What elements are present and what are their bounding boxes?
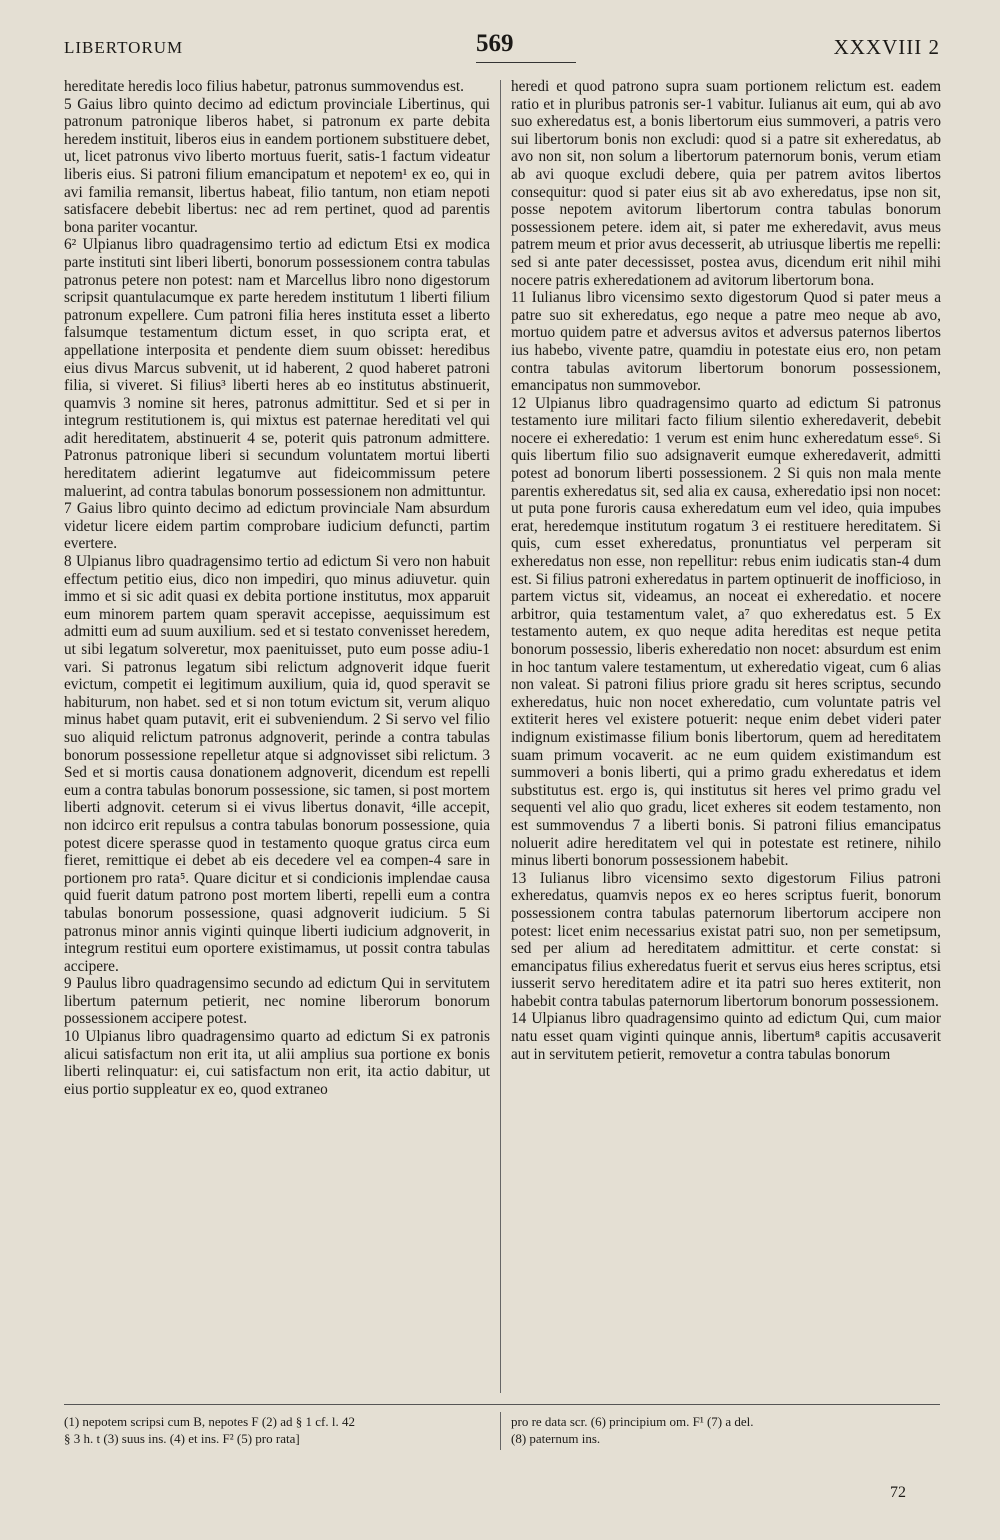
paragraph: heredi et quod patrono supra suam portionem relictum est. eadem ratio et in pluribus patronis ser-1 vabitur. Iulianus ait eum, qui ab avo suo exheredatus est, a bonis libertorum eius summoveri, a patris vero sui libertorum bonis non excludi: quod si a patre sit exheredatus, ab avo non sit, non solum a libertorum paternorum bonis, verum etiam ab avi quoque excludi debere, quia per patrem avitos libertos consequitur: quod si pater eius sit ab avo exheredatus, ipse non sit, posse nepotem avitorum libertorum contra tabulas bonorum possessionem petere. idem ait, si pater me exheredavit, avus meus patrem meum et prior avus decesserit, ab utriusque libertis me repelli: sed si ante pater decessisset, postea avus, dicendum erit nihil mihi nocere patris exheredationem ad avitorum libertorum bona. xyxy=(511,78,941,289)
paragraph: hereditate heredis loco filius habetur, patronus summovendus est. xyxy=(64,78,464,95)
paragraph: 8 Ulpianus libro quadragensimo tertio ad edictum Si vero non habuit effectum petitio eius, dico non impediri, quo minus adiuvetur. quin immo et si sic adit quasi ex debita portione institutus, mox apparuit eum minorem partem quam speravit accepisse, aequissimum est admitti eum ad suum auxilium. sed et si testato convenisset heredem, ut sibi legatum solveretur, mox paenituisset, puto eum posse adiu-1 vari. Si patronus legatum sibi relictum adgnoverit idque fuerit evictum, competit ei legitimum auxilium, quia id, quod speravit se habiturum, non habet. sed et si non totum evictum sit, verum aliquo minus habet quam putavit, erit ei subveniendum. 2 Si servo vel filio suo aliquid relictum patronus adgnoverit, perinde a contra tabulas bonorum possessione repelletur atque si adgnovisset sibi relictum. 3 Sed et si mortis causa donationem adgnoverit, dicendum est repelli eum a contra tabulas bonorum possessione, sic tamen, si post mortem liberti adgnovit. ceterum si ei vivus libertus donavit, ⁴ille accepit, non idcirco erit repulsus a contra tabulas bonorum possessione, quia potest dicere sperasse quod in testamento quoque gratus circa eum fieret, remittique ei debet ab eis decedere vel ea compen-4 sare in portionem pro rata⁵. Quare dicitur et si condicionis implendae causa quid fuerit datum patrono post mortem liberti, repelli eum a contra tabulas bonorum possessione, quasi adgnoverit iudicium. 5 Si patronus minor annis viginti quinque liberti iudicium adgnoverit, in integrum restitui eum oportere existimamus, ut possit contra tabulas accipere. xyxy=(64,553,490,975)
page-header xyxy=(64,30,940,70)
footnote-line: § 3 h. t (3) suus ins. (4) et ins. F² (5) pro rata] xyxy=(64,1431,300,1446)
paragraph: 12 Ulpianus libro quadragensimo quarto ad edictum Si patronus testamento iure militari facto filium silentio exheredaverit, debebit nocere ei exheredatio: 1 verum est enim hunc exheredatum esse⁶. Si quis libertum filio suo adsignaverit eumque exheredaverit, admitti potest ad bonorum liberti possessionem. 2 Si quis non mala mente parentis exheredatus sit, sed alia ex causa, exheredatio ipsi non nocet: ut puta pone furoris causa exheredatum eum vel ideo, quia impubes erat, heredemque institutum rogatum 3 ei restituere hereditatem. Si quis, cum esset exheredatus, pronuntiatus vel perperam sit exheredatus non esse, non repellitur: rebus enim iudicatis stan-4 dum est. Si filius patroni exheredatus in partem optinuerit de inofficioso, in partem victus sit, videamus, an noceat ei exheredatio. et nocere arbitror, quia testamentum valet, a⁷ quo exheredatus est. 5 Ex testamento autem, ex quo neque adita hereditas est neque petita bonorum possessio, liberis exheredatio non nocet: absurdum est enim in hoc tantum valere testamentum, ut exheredatio vigeat, cum 6 alias non valeat. Si patroni filius priore gradu sit heres scriptus, secundo exheredatus, huic non nocet exheredatio, cum voluntate patris vel extiterit heres vel existere potuerit: neque enim debet videri pater indignum existimasse filium bonis libertorum, quem ad hereditatem suam primum vocaverit. ac ne eum quidem existimandum est summoveri a bonis liberti, qui a primo gradu exheredatus et idem substitutus est. ergo is, qui institutus sit heres vel primo gradu vel sequenti vel alio quo gradu, licet exheres sit eodem testamento, non est summovendus 7 a liberti bonis. Si patroni filius emancipatus noluerit adire hereditatem vel qui in potestate est retinere, nihilo minus liberti bonorum possessionem habebit. xyxy=(511,394,941,870)
footnote-line: (8) paternum ins. xyxy=(511,1431,601,1446)
footnote-divider xyxy=(500,1412,501,1450)
footnote-rule xyxy=(64,1404,940,1405)
footnote-line: (1) nepotem scripsi cum B, nepotes F (2) ad § 1 cf. l. 42 xyxy=(64,1414,355,1429)
paragraph: 7 Gaius libro quinto decimo ad edictum provinciale Nam absurdum videtur licere eidem partim comprobare iudicium defuncti, partim evertere. xyxy=(64,500,490,553)
paragraph: 14 Ulpianus libro quadragensimo quinto ad edictum Qui, cum maior natu esset quam viginti quinque annis, libertum⁸ capitis accusaverit aut in servitutem petierit, removetur a contra tabulas bonorum xyxy=(511,1010,941,1063)
footnote-line: pro re data scr. (6) principium om. F¹ (7) a del. xyxy=(511,1414,754,1429)
left-text-column xyxy=(64,78,490,1098)
header-rule xyxy=(476,62,576,63)
paragraph: 5 Gaius libro quinto decimo ad edictum provinciale Libertinus, qui patronum patronique liberos habet, si patronum ex parte debita heredem instituit, liberos eius in eandem portionem substituere debet, ut, licet patronus vivo liberto mortuus fuerit, satis-1 factum videatur liberis eius. Si patroni filium emancipatum et nepotem¹ ex eo, qui in avi familia remansit, libertus habeat, filio tantum, non etiam nepoti satisfacere debebit libertus: nec ad rem pertinet, quod ad parentis bona pariter vocantur. xyxy=(64,95,490,236)
paragraph: 10 Ulpianus libro quadragensimo quarto ad edictum Si ex patronis alicui satisfactum non erit ita, ut alii amplius sua portione ex bonis liberti relinquatur: ei, cui satisfactum non erit, ita actio dabitur, ut eius portio suppleatur ex eo, quod extraneo xyxy=(64,1028,490,1098)
page-number: 569 xyxy=(476,30,514,57)
column-divider xyxy=(500,80,501,1393)
paragraph: 6² Ulpianus libro quadragensimo tertio ad edictum Etsi ex modica parte instituti sint liberi liberti, bonorum possessionem contra tabulas patronus petere non potest: nam et Marcellus libro nono digestorum scripsit quantulacumque ex parte heredem institutum 1 liberti filium patronum expellere. Cum patroni filia heres instituta esset a liberto falsumque testamentum dictum esset, in quo scripta erat, et appellatione interposita et pendente diem suum obisset: heredibus eius divus Marcus subvenit, ut id haberent, 2 quod haberet patroni filia, si viveret. Si filius³ liberti heres ab eo institutus abstinuerit, quamvis 3 nomine sit heres, patronus admittitur. Sed et si per in integrum restitutionem is, qui mixtus est paternae hereditati vel qui adit hereditatem, abstinuerit 4 se, poterit quis patronum admittere. Patronus patronique liberi si secundum voluntatem mortui liberti hereditatem adierint legatumve aut fideicommissum petere maluerint, ad contra tabulas bonorum possessionem non admittuntur. xyxy=(64,236,490,500)
title-reference: XXXVIII 2 xyxy=(833,35,940,59)
footnotes-right xyxy=(511,1413,941,1447)
right-text-column xyxy=(511,78,941,1063)
paragraph: 9 Paulus libro quadragensimo secundo ad edictum Qui in servitutem libertum paternum petierit, nec nomine liberorum bonorum possessionem accipere potest. xyxy=(64,975,490,1028)
paragraph: 13 Iulianus libro vicensimo sexto digestorum Filius patroni exheredatus, quamvis nepos ex eo heres scriptus fuerit, bonorum possessionem contra tabulas paternorum libertorum accipere non potest: licet enim necessarius existat patri suo, non per semetipsum, sed per alium ad hereditatem admittitur. et certe constat: si emancipatus filius exheredatus fuerit et servus eius heres scriptus, etsi iusserit servo hereditatem adire et ita patri suo heres extiterit, non habebit contra tabulas paternorum libertorum bonorum possessionem. xyxy=(511,869,941,1010)
signature-mark: 72 xyxy=(890,1484,906,1501)
paragraph: 11 Iulianus libro vicensimo sexto digestorum Quod si pater meus a patre suo sit exheredatus, ego neque a patre meo neque ab avo, mortuo quidem patre et adversus avitos et adversus paternos libertos ius habebo, vivente patre, quamdiu in potestate eius ero, non petam contra tabulas avitorum libertorum bonorum possessionem, emancipatus non summovebor. xyxy=(511,289,941,395)
footnotes-left xyxy=(64,1413,490,1447)
running-title: LIBERTORUM xyxy=(64,38,184,57)
